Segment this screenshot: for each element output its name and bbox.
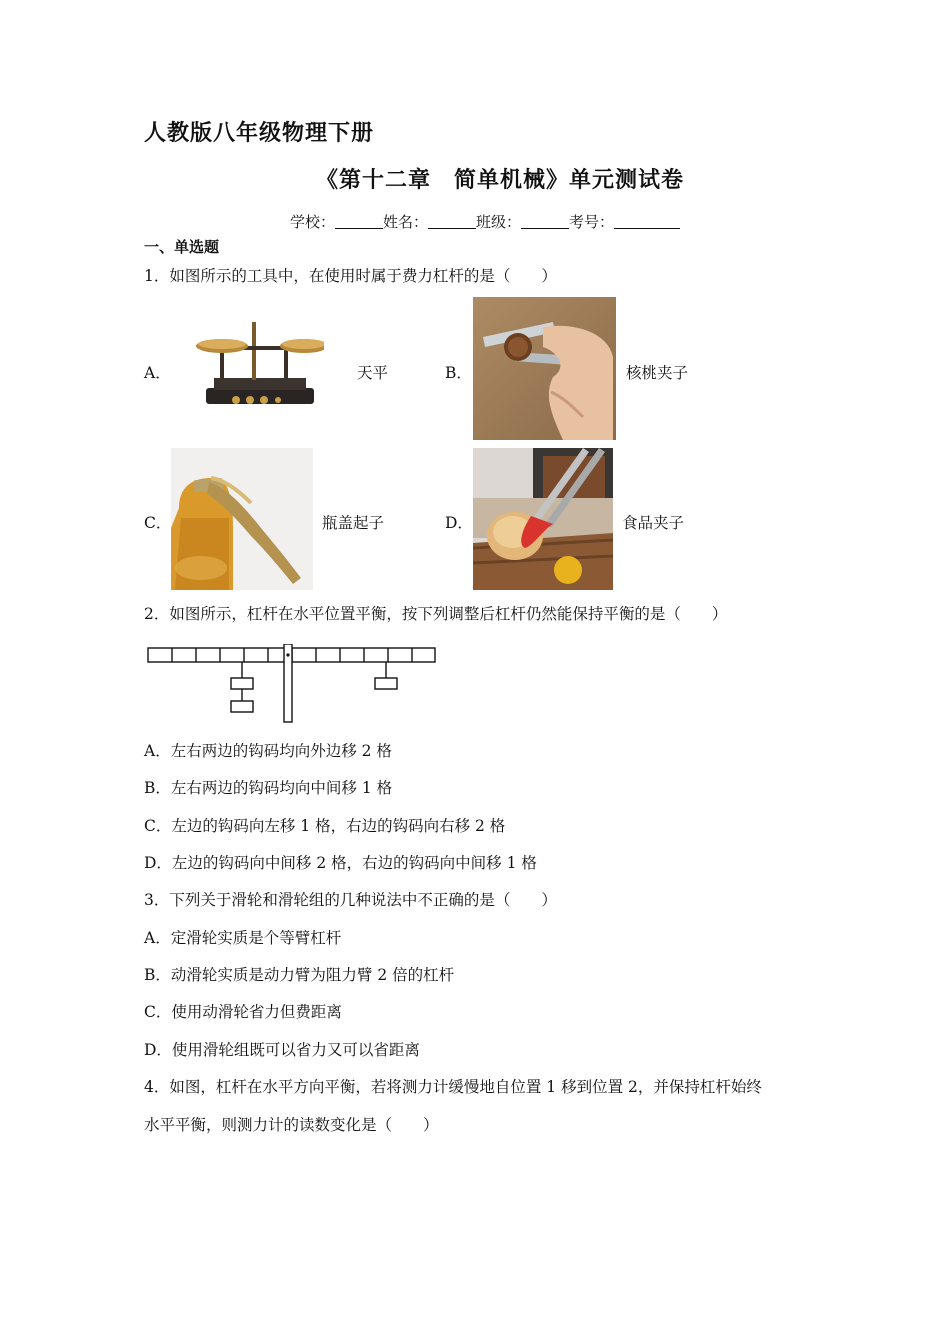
q2-option-b: B．左右两边的钩码均向中间移 1 格 (144, 779, 393, 797)
section-heading: 一、单选题 (144, 238, 220, 256)
q4-stem-line1: 4．如图，杠杆在水平方向平衡，若将测力计缓慢地自位置 1 移到位置 2，并保持杠杆始终 (144, 1078, 762, 1096)
q1-option-a-letter: A． (144, 364, 171, 382)
q2-option-c: C．左边的钩码向左移 1 格，右边的钩码向右移 2 格 (144, 817, 506, 835)
q1-option-b-letter: B． (445, 364, 472, 382)
q3-option-c: C．使用动滑轮省力但费距离 (144, 1003, 342, 1021)
q3-stem: 3．下列关于滑轮和滑轮组的几种说法中不正确的是（ ） (144, 891, 557, 909)
q3-option-d: D．使用滑轮组既可以省力又可以省距离 (144, 1041, 420, 1059)
school-blank[interactable] (335, 214, 383, 229)
q1-option-c-letter: C． (144, 514, 172, 532)
class-blank[interactable] (521, 214, 569, 229)
right-weight-1 (375, 678, 397, 689)
number-blank[interactable] (614, 214, 680, 229)
q1-option-a-label: 天平 (357, 364, 389, 382)
student-info-line (0, 211, 950, 232)
q2-option-d: D．左边的钩码向中间移 2 格，右边的钩码向中间移 1 格 (144, 854, 537, 872)
name-blank[interactable] (428, 214, 476, 229)
q1-option-c-label: 瓶盖起子 (322, 514, 385, 532)
q3-option-a: A．定滑轮实质是个等臂杠杆 (144, 929, 342, 947)
lever-diagram (146, 644, 438, 726)
q1-stem: 1．如图所示的工具中，在使用时属于费力杠杆的是（ ） (144, 267, 557, 285)
q1-option-d-label: 食品夹子 (622, 514, 685, 532)
left-weight-1 (231, 678, 253, 689)
balance-scale-image (186, 316, 324, 414)
school-label: 学校： (289, 213, 335, 231)
left-weight-2 (231, 701, 253, 712)
class-label: 班级： (476, 213, 522, 231)
nutcracker-image (473, 297, 616, 440)
q4-stem-line2: 水平平衡，则测力计的读数变化是（ ） (144, 1116, 439, 1134)
q1-option-d-letter: D． (445, 514, 473, 532)
q1-option-b-label: 核桃夹子 (626, 364, 689, 382)
bottle-opener-image (171, 448, 313, 590)
q3-option-b: B．动滑轮实质是动力臂为阻力臂 2 倍的杠杆 (144, 966, 455, 984)
q2-option-a: A．左右两边的钩码均向外边移 2 格 (144, 742, 392, 760)
q2-stem: 2．如图所示，杠杆在水平位置平衡，按下列调整后杠杆仍然能保持平衡的是（ ） (144, 605, 728, 623)
document-subtitle: 人教版八年级物理下册 (144, 120, 375, 146)
document-title: 《第十二章 简单机械》单元测试卷 (315, 167, 684, 193)
name-label: 姓名： (382, 213, 428, 231)
food-tongs-image (473, 448, 613, 590)
number-label: 考号： (569, 213, 615, 231)
